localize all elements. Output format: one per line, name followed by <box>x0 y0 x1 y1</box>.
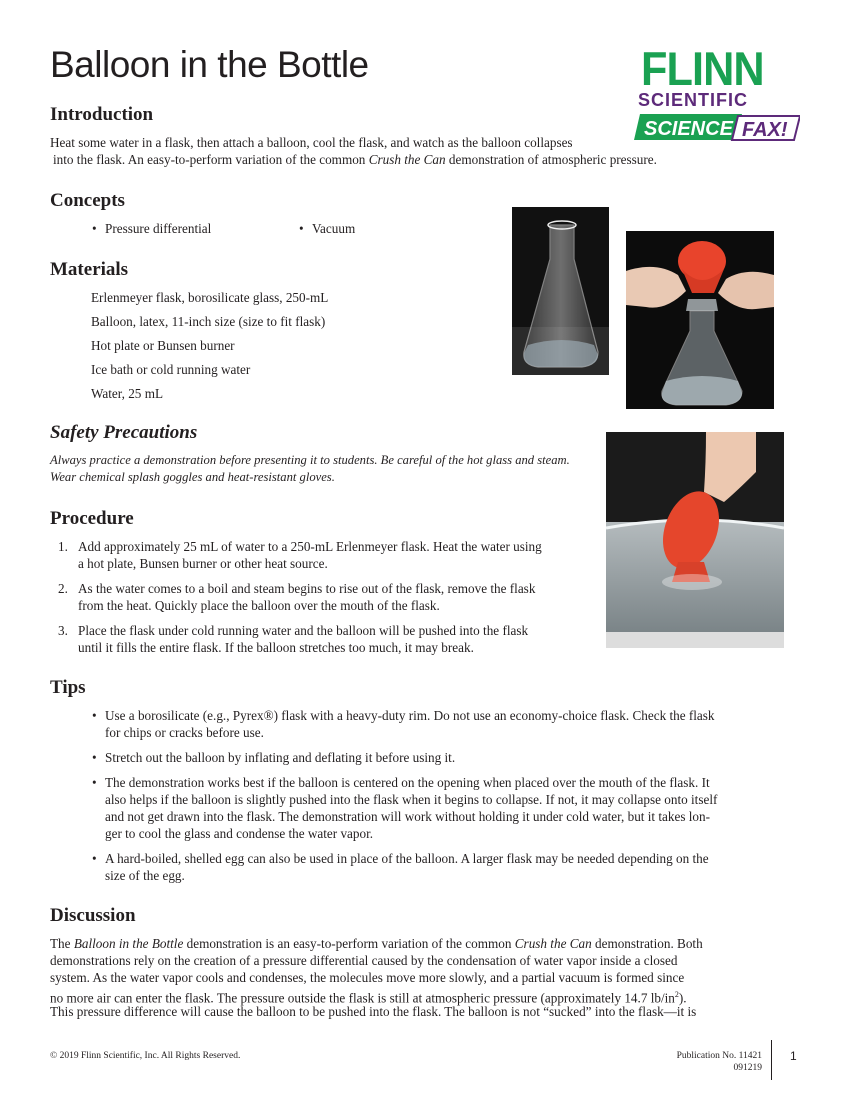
material-item: Ice bath or cold running water <box>91 362 251 377</box>
procedure-heading: Procedure <box>50 508 134 529</box>
page-number: 1 <box>790 1049 797 1063</box>
photo-empty-flask <box>512 207 609 375</box>
discussion-line: system. As the water vapor cools and condenses, the molecules move more slowly, and a partial vacuum is formed since <box>50 970 685 985</box>
footer-publication <box>600 1050 762 1074</box>
material-item: Hot plate or Bunsen burner <box>91 338 235 353</box>
photo-balloon-inside-flask-ice-bath <box>606 432 784 648</box>
logo-science-text: SCIENCE <box>644 118 733 140</box>
safety-heading: Safety Precautions <box>50 422 198 443</box>
tip-item: • A hard-boiled, shelled egg can also be used in place of the balloon. A larger flask may be needed depending on the size of the egg. <box>92 851 709 883</box>
material-item: Water, 25 mL <box>91 386 164 401</box>
logo-fax-text: FAX! <box>742 119 788 141</box>
tip-item: • The demonstration works best if the balloon is centered on the opening when placed over the mouth of the flask. It also helps if the balloon is slightly pushed into the flask when it begins to collapse. If not, it may collapse onto itself and not get drawn into the flask. The demonstration will work without holding it under cold water, but it takes lon- ger to cool the glass and condense the water vapor. <box>92 775 718 841</box>
concept-item: • Pressure differential <box>92 221 212 236</box>
safety-text-line1: Always practice a demonstration before presenting it to students. Be careful of the hot glass and steam. <box>50 453 570 467</box>
logo-scientific-text: SCIENTIFIC <box>638 90 749 110</box>
footer-copyright: © 2019 Flinn Scientific, Inc. All Rights Reserved. <box>50 1051 241 1061</box>
flinn-science-fax-logo <box>628 42 800 144</box>
concepts-heading: Concepts <box>50 190 125 211</box>
procedure-step: 2. As the water comes to a boil and steam begins to rise out of the flask, remove the flask from the heat. Quickly place the balloon over the mouth of the flask. <box>58 581 536 613</box>
material-item: Erlenmeyer flask, borosilicate glass, 250-mL <box>91 290 329 305</box>
discussion-line: The Balloon in the Bottle demonstration is an easy-to-perform variation of the common Crush the Can demonstration. Both <box>50 936 703 951</box>
discussion-line: no more air can enter the flask. The pressure outside the flask is still at atmospheric pressure (approximately 14.7 $lb/in^2$). <box>50 990 687 1006</box>
discussion-line: demonstrations rely on the creation of a pressure differential caused by the condensation of water vapor inside a closed <box>50 953 678 968</box>
footer-divider <box>771 1040 772 1080</box>
discussion-heading: Discussion <box>50 905 136 926</box>
photo-balloon-over-flask <box>626 231 774 409</box>
discussion-line: This pressure difference will cause the balloon to be pushed into the flask. The balloon is not “sucked” into the flask—it is <box>50 1004 697 1019</box>
tip-item: • Use a borosilicate (e.g., Pyrex®) flask with a heavy-duty rim. Do not use an economy-choice flask. Check the flask for chips or cracks before use. <box>92 708 715 740</box>
material-item: Balloon, latex, 11-inch size (size to fit flask) <box>91 314 326 329</box>
page-title: Balloon in the Bottle <box>50 44 369 85</box>
logo-flinn-text: FLINN <box>641 42 764 95</box>
procedure-step: 3. Place the flask under cold running water and the balloon will be pushed into the flask until it fills the entire flask. If the balloon stretches too much, it may break. <box>58 623 529 655</box>
footer-publication-code: 091219 <box>733 1063 762 1073</box>
tip-item: • Stretch out the balloon by inflating and deflating it before using it. <box>92 750 456 765</box>
tips-heading: Tips <box>50 677 86 698</box>
introduction-text-line2: into the flask. An easy-to-perform variation of the common Crush the Can demonstration of atmospheric pressure. <box>53 152 657 167</box>
safety-text-line2: Wear chemical splash goggles and heat-resistant gloves. <box>50 470 335 484</box>
concept-item: • Vacuum <box>299 221 356 236</box>
procedure-step: 1. Add approximately 25 mL of water to a 250-mL Erlenmeyer flask. Heat the water using a hot plate, Bunsen burner or other heat source. <box>58 539 542 571</box>
footer-publication-number: Publication No. 11421 <box>676 1051 762 1061</box>
introduction-heading: Introduction <box>50 104 154 125</box>
materials-heading: Materials <box>50 259 129 280</box>
logo-science-fax-banner <box>634 112 800 142</box>
introduction-text-line1: Heat some water in a flask, then attach a balloon, cool the flask, and watch as the balloon collapses <box>50 135 573 150</box>
